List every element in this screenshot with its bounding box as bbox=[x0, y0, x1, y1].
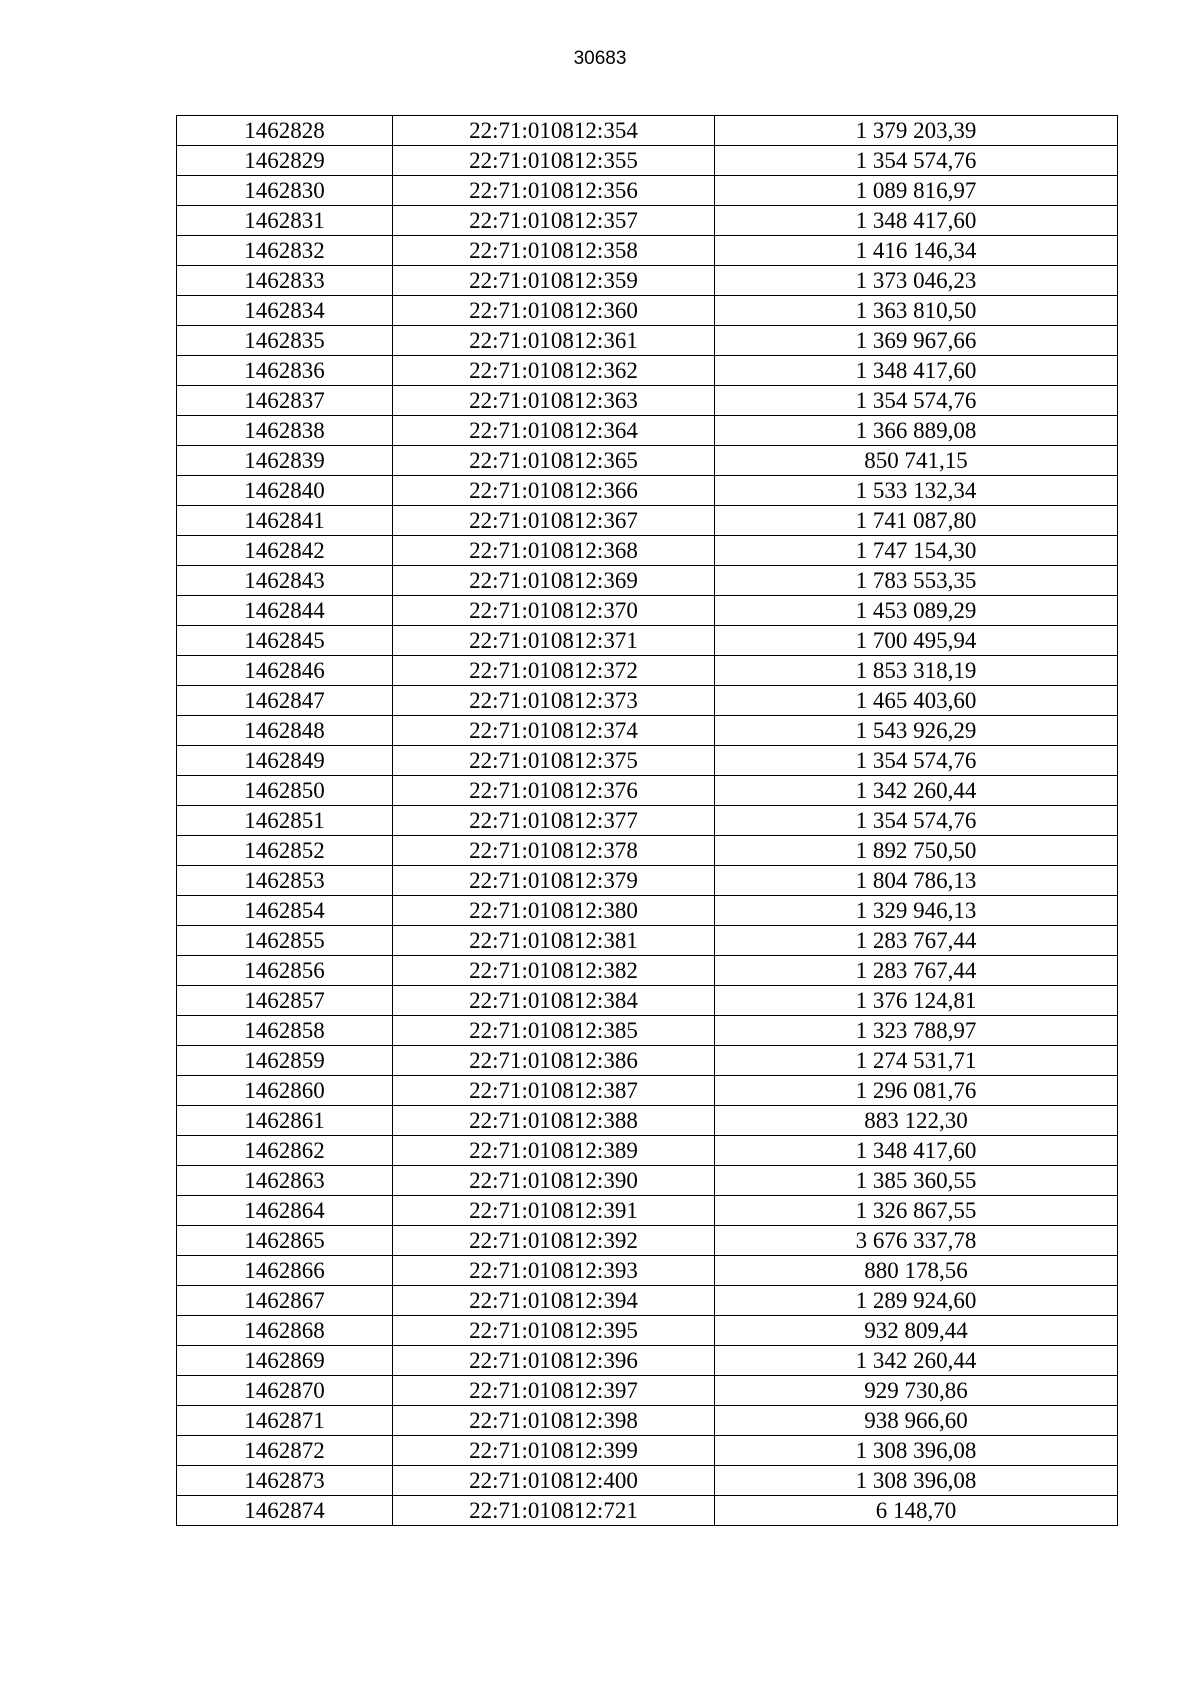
table-row bbox=[177, 596, 1118, 626]
cadastral-number-cell: 22:71:010812:370 bbox=[393, 596, 715, 626]
cadastral-value-cell: 1 089 816,97 bbox=[715, 176, 1118, 206]
cadastral-value-cell: 1 296 081,76 bbox=[715, 1076, 1118, 1106]
table-row bbox=[177, 1196, 1118, 1226]
table-row bbox=[177, 656, 1118, 686]
table-row bbox=[177, 326, 1118, 356]
table-row bbox=[177, 1316, 1118, 1346]
cadastral-value-cell: 1 373 046,23 bbox=[715, 266, 1118, 296]
row-number-cell: 1462873 bbox=[177, 1466, 393, 1496]
cadastral-value-cell: 1 274 531,71 bbox=[715, 1046, 1118, 1076]
table-row bbox=[177, 266, 1118, 296]
row-number-cell: 1462858 bbox=[177, 1016, 393, 1046]
cadastral-number-cell: 22:71:010812:364 bbox=[393, 416, 715, 446]
table-row bbox=[177, 836, 1118, 866]
row-number-cell: 1462867 bbox=[177, 1286, 393, 1316]
cadastral-number-cell: 22:71:010812:396 bbox=[393, 1346, 715, 1376]
table-row bbox=[177, 1016, 1118, 1046]
table-row bbox=[177, 116, 1118, 146]
table-row bbox=[177, 1046, 1118, 1076]
row-number-cell: 1462842 bbox=[177, 536, 393, 566]
cadastral-value-cell: 1 783 553,35 bbox=[715, 566, 1118, 596]
table-row bbox=[177, 236, 1118, 266]
table-row bbox=[177, 1226, 1118, 1256]
row-number-cell: 1462860 bbox=[177, 1076, 393, 1106]
cadastral-value-cell: 1 892 750,50 bbox=[715, 836, 1118, 866]
table-row bbox=[177, 986, 1118, 1016]
table-row bbox=[177, 206, 1118, 236]
cadastral-value-cell: 1 326 867,55 bbox=[715, 1196, 1118, 1226]
cadastral-value-cell: 1 804 786,13 bbox=[715, 866, 1118, 896]
cadastral-number-cell: 22:71:010812:373 bbox=[393, 686, 715, 716]
row-number-cell: 1462861 bbox=[177, 1106, 393, 1136]
row-number-cell: 1462838 bbox=[177, 416, 393, 446]
cadastral-value-cell: 1 323 788,97 bbox=[715, 1016, 1118, 1046]
cadastral-number-cell: 22:71:010812:382 bbox=[393, 956, 715, 986]
cadastral-number-cell: 22:71:010812:386 bbox=[393, 1046, 715, 1076]
table-row bbox=[177, 296, 1118, 326]
cadastral-value-cell: 932 809,44 bbox=[715, 1316, 1118, 1346]
cadastral-value-cell: 1 465 403,60 bbox=[715, 686, 1118, 716]
table-row bbox=[177, 1376, 1118, 1406]
cadastral-number-cell: 22:71:010812:387 bbox=[393, 1076, 715, 1106]
table-row bbox=[177, 1076, 1118, 1106]
cadastral-value-cell: 1 354 574,76 bbox=[715, 746, 1118, 776]
row-number-cell: 1462854 bbox=[177, 896, 393, 926]
cadastral-number-cell: 22:71:010812:372 bbox=[393, 656, 715, 686]
cadastral-number-cell: 22:71:010812:371 bbox=[393, 626, 715, 656]
cadastral-value-cell: 1 385 360,55 bbox=[715, 1166, 1118, 1196]
row-number-cell: 1462828 bbox=[177, 116, 393, 146]
row-number-cell: 1462856 bbox=[177, 956, 393, 986]
row-number-cell: 1462829 bbox=[177, 146, 393, 176]
cadastral-value-cell: 1 283 767,44 bbox=[715, 956, 1118, 986]
row-number-cell: 1462843 bbox=[177, 566, 393, 596]
row-number-cell: 1462839 bbox=[177, 446, 393, 476]
cadastral-number-cell: 22:71:010812:721 bbox=[393, 1496, 715, 1526]
cadastral-value-cell: 1 741 087,80 bbox=[715, 506, 1118, 536]
row-number-cell: 1462865 bbox=[177, 1226, 393, 1256]
cadastral-value-cell: 1 308 396,08 bbox=[715, 1466, 1118, 1496]
table-row bbox=[177, 686, 1118, 716]
row-number-cell: 1462831 bbox=[177, 206, 393, 236]
cadastral-value-cell: 883 122,30 bbox=[715, 1106, 1118, 1136]
table-row bbox=[177, 416, 1118, 446]
table-row bbox=[177, 536, 1118, 566]
table-row bbox=[177, 356, 1118, 386]
cadastral-value-cell: 3 676 337,78 bbox=[715, 1226, 1118, 1256]
table-row bbox=[177, 716, 1118, 746]
row-number-cell: 1462859 bbox=[177, 1046, 393, 1076]
cadastral-value-cell: 1 348 417,60 bbox=[715, 206, 1118, 236]
cadastral-number-cell: 22:71:010812:380 bbox=[393, 896, 715, 926]
table-row bbox=[177, 1466, 1118, 1496]
row-number-cell: 1462830 bbox=[177, 176, 393, 206]
cadastral-number-cell: 22:71:010812:399 bbox=[393, 1436, 715, 1466]
cadastral-number-cell: 22:71:010812:398 bbox=[393, 1406, 715, 1436]
row-number-cell: 1462857 bbox=[177, 986, 393, 1016]
cadastral-value-cell: 1 747 154,30 bbox=[715, 536, 1118, 566]
cadastral-value-cell: 1 416 146,34 bbox=[715, 236, 1118, 266]
cadastral-number-cell: 22:71:010812:360 bbox=[393, 296, 715, 326]
cadastral-value-cell: 880 178,56 bbox=[715, 1256, 1118, 1286]
table-body bbox=[177, 116, 1118, 1526]
cadastral-value-cell: 1 342 260,44 bbox=[715, 1346, 1118, 1376]
cadastral-number-cell: 22:71:010812:390 bbox=[393, 1166, 715, 1196]
cadastral-value-cell: 6 148,70 bbox=[715, 1496, 1118, 1526]
cadastral-number-cell: 22:71:010812:393 bbox=[393, 1256, 715, 1286]
row-number-cell: 1462850 bbox=[177, 776, 393, 806]
cadastral-number-cell: 22:71:010812:367 bbox=[393, 506, 715, 536]
cadastral-number-cell: 22:71:010812:395 bbox=[393, 1316, 715, 1346]
table-row bbox=[177, 446, 1118, 476]
table-row bbox=[177, 146, 1118, 176]
row-number-cell: 1462846 bbox=[177, 656, 393, 686]
cadastral-value-cell: 1 369 967,66 bbox=[715, 326, 1118, 356]
cadastral-value-cell: 1 379 203,39 bbox=[715, 116, 1118, 146]
cadastral-number-cell: 22:71:010812:369 bbox=[393, 566, 715, 596]
cadastral-value-cell: 1 533 132,34 bbox=[715, 476, 1118, 506]
row-number-cell: 1462840 bbox=[177, 476, 393, 506]
cadastral-value-cell: 929 730,86 bbox=[715, 1376, 1118, 1406]
table-row bbox=[177, 1436, 1118, 1466]
row-number-cell: 1462841 bbox=[177, 506, 393, 536]
cadastral-value-table bbox=[176, 115, 1118, 1526]
table-row bbox=[177, 476, 1118, 506]
cadastral-number-cell: 22:71:010812:376 bbox=[393, 776, 715, 806]
cadastral-number-cell: 22:71:010812:385 bbox=[393, 1016, 715, 1046]
row-number-cell: 1462864 bbox=[177, 1196, 393, 1226]
cadastral-value-cell: 1 348 417,60 bbox=[715, 356, 1118, 386]
row-number-cell: 1462836 bbox=[177, 356, 393, 386]
table-row bbox=[177, 806, 1118, 836]
cadastral-number-cell: 22:71:010812:389 bbox=[393, 1136, 715, 1166]
cadastral-number-cell: 22:71:010812:400 bbox=[393, 1466, 715, 1496]
row-number-cell: 1462845 bbox=[177, 626, 393, 656]
cadastral-number-cell: 22:71:010812:361 bbox=[393, 326, 715, 356]
cadastral-number-cell: 22:71:010812:378 bbox=[393, 836, 715, 866]
cadastral-number-cell: 22:71:010812:388 bbox=[393, 1106, 715, 1136]
cadastral-value-cell: 1 853 318,19 bbox=[715, 656, 1118, 686]
row-number-cell: 1462837 bbox=[177, 386, 393, 416]
cadastral-number-cell: 22:71:010812:394 bbox=[393, 1286, 715, 1316]
cadastral-value-cell: 938 966,60 bbox=[715, 1406, 1118, 1436]
cadastral-number-cell: 22:71:010812:366 bbox=[393, 476, 715, 506]
row-number-cell: 1462863 bbox=[177, 1166, 393, 1196]
cadastral-number-cell: 22:71:010812:356 bbox=[393, 176, 715, 206]
row-number-cell: 1462868 bbox=[177, 1316, 393, 1346]
table-row bbox=[177, 1496, 1118, 1526]
table-row bbox=[177, 866, 1118, 896]
table-row bbox=[177, 1136, 1118, 1166]
row-number-cell: 1462849 bbox=[177, 746, 393, 776]
cadastral-value-cell: 1 366 889,08 bbox=[715, 416, 1118, 446]
cadastral-value-cell: 1 308 396,08 bbox=[715, 1436, 1118, 1466]
table-row bbox=[177, 1346, 1118, 1376]
row-number-cell: 1462835 bbox=[177, 326, 393, 356]
cadastral-value-cell: 1 354 574,76 bbox=[715, 146, 1118, 176]
cadastral-number-cell: 22:71:010812:375 bbox=[393, 746, 715, 776]
row-number-cell: 1462874 bbox=[177, 1496, 393, 1526]
table-row bbox=[177, 956, 1118, 986]
cadastral-value-cell: 1 283 767,44 bbox=[715, 926, 1118, 956]
row-number-cell: 1462862 bbox=[177, 1136, 393, 1166]
table-row bbox=[177, 626, 1118, 656]
table-row bbox=[177, 506, 1118, 536]
cadastral-number-cell: 22:71:010812:359 bbox=[393, 266, 715, 296]
cadastral-value-cell: 1 289 924,60 bbox=[715, 1286, 1118, 1316]
cadastral-value-cell: 1 354 574,76 bbox=[715, 386, 1118, 416]
cadastral-value-cell: 1 354 574,76 bbox=[715, 806, 1118, 836]
row-number-cell: 1462871 bbox=[177, 1406, 393, 1436]
row-number-cell: 1462870 bbox=[177, 1376, 393, 1406]
table-row bbox=[177, 1286, 1118, 1316]
cadastral-number-cell: 22:71:010812:391 bbox=[393, 1196, 715, 1226]
cadastral-value-cell: 1 376 124,81 bbox=[715, 986, 1118, 1016]
row-number-cell: 1462872 bbox=[177, 1436, 393, 1466]
cadastral-number-cell: 22:71:010812:365 bbox=[393, 446, 715, 476]
table-row bbox=[177, 1406, 1118, 1436]
table-row bbox=[177, 566, 1118, 596]
row-number-cell: 1462844 bbox=[177, 596, 393, 626]
row-number-cell: 1462832 bbox=[177, 236, 393, 266]
row-number-cell: 1462833 bbox=[177, 266, 393, 296]
cadastral-number-cell: 22:71:010812:368 bbox=[393, 536, 715, 566]
table-row bbox=[177, 176, 1118, 206]
table-row bbox=[177, 776, 1118, 806]
cadastral-number-cell: 22:71:010812:355 bbox=[393, 146, 715, 176]
cadastral-value-cell: 1 342 260,44 bbox=[715, 776, 1118, 806]
table-row bbox=[177, 746, 1118, 776]
row-number-cell: 1462869 bbox=[177, 1346, 393, 1376]
cadastral-value-cell: 1 329 946,13 bbox=[715, 896, 1118, 926]
cadastral-number-cell: 22:71:010812:374 bbox=[393, 716, 715, 746]
cadastral-number-cell: 22:71:010812:362 bbox=[393, 356, 715, 386]
cadastral-number-cell: 22:71:010812:379 bbox=[393, 866, 715, 896]
cadastral-value-cell: 1 363 810,50 bbox=[715, 296, 1118, 326]
row-number-cell: 1462852 bbox=[177, 836, 393, 866]
row-number-cell: 1462847 bbox=[177, 686, 393, 716]
table-row bbox=[177, 896, 1118, 926]
row-number-cell: 1462834 bbox=[177, 296, 393, 326]
cadastral-number-cell: 22:71:010812:392 bbox=[393, 1226, 715, 1256]
cadastral-number-cell: 22:71:010812:397 bbox=[393, 1376, 715, 1406]
table-row bbox=[177, 1166, 1118, 1196]
cadastral-value-cell: 1 453 089,29 bbox=[715, 596, 1118, 626]
row-number-cell: 1462848 bbox=[177, 716, 393, 746]
row-number-cell: 1462866 bbox=[177, 1256, 393, 1286]
cadastral-number-cell: 22:71:010812:377 bbox=[393, 806, 715, 836]
table-row bbox=[177, 1106, 1118, 1136]
cadastral-value-cell: 1 348 417,60 bbox=[715, 1136, 1118, 1166]
row-number-cell: 1462853 bbox=[177, 866, 393, 896]
row-number-cell: 1462855 bbox=[177, 926, 393, 956]
cadastral-number-cell: 22:71:010812:358 bbox=[393, 236, 715, 266]
cadastral-number-cell: 22:71:010812:354 bbox=[393, 116, 715, 146]
row-number-cell: 1462851 bbox=[177, 806, 393, 836]
page-number: 30683 bbox=[573, 48, 627, 69]
cadastral-value-cell: 850 741,15 bbox=[715, 446, 1118, 476]
cadastral-number-cell: 22:71:010812:363 bbox=[393, 386, 715, 416]
table-row bbox=[177, 926, 1118, 956]
cadastral-number-cell: 22:71:010812:381 bbox=[393, 926, 715, 956]
table-row bbox=[177, 1256, 1118, 1286]
cadastral-number-cell: 22:71:010812:384 bbox=[393, 986, 715, 1016]
cadastral-value-cell: 1 700 495,94 bbox=[715, 626, 1118, 656]
cadastral-value-cell: 1 543 926,29 bbox=[715, 716, 1118, 746]
table-row bbox=[177, 386, 1118, 416]
cadastral-number-cell: 22:71:010812:357 bbox=[393, 206, 715, 236]
